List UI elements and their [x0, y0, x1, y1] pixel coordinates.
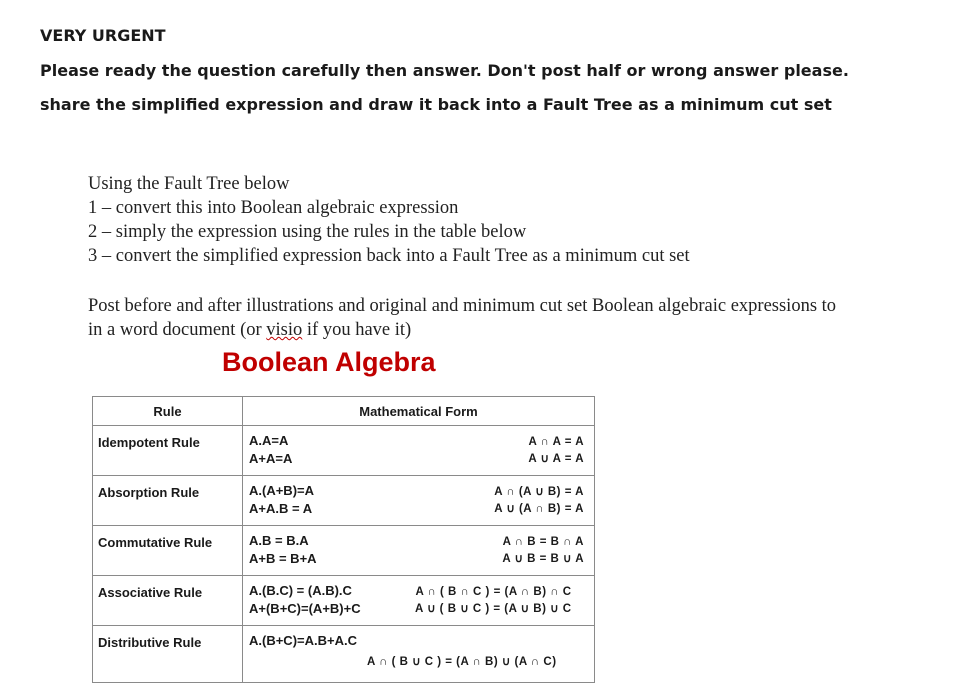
set-form-line: A ∩ (A ∪ B) = A [494, 486, 584, 498]
set-form-line: A ∩ B = B ∩ A [502, 536, 584, 548]
instruction-step-1: 1 – convert this into Boolean algebraic expression [88, 198, 459, 218]
post-instruction-line-1: Post before and after illustrations and original and minimum cut set Boolean algebraic expressions to [88, 296, 837, 316]
set-form [502, 534, 584, 568]
set-form-line: A ∪ ( B ∪ C ) = (A ∪ B) ∪ C [415, 603, 572, 615]
table-row [93, 626, 595, 683]
rule-column-header: Rule [93, 397, 243, 426]
instruction-step-3: 3 – convert the simplified expression back into a Fault Tree as a minimum cut set [88, 246, 690, 266]
rule-name: Idempotent Rule [93, 426, 243, 476]
instruction-intro: Using the Fault Tree below [88, 174, 290, 194]
rule-name: Associative Rule [93, 576, 243, 626]
rule-name: Absorption Rule [93, 476, 243, 526]
set-form [494, 484, 584, 518]
form-column-header: Mathematical Form [243, 397, 595, 426]
algebraic-form: A+B = B+A [249, 551, 317, 566]
algebraic-form: A.A=A [249, 433, 289, 448]
set-form-line: A ∪ (A ∩ B) = A [494, 503, 584, 515]
post-instruction-line-2 [88, 318, 411, 342]
request-line: Please ready the question carefully then answer. Don't post half or wrong answer please. [40, 61, 849, 80]
algebraic-form: A+A=A [249, 451, 293, 466]
set-form-line: A ∩ ( B ∪ C ) = (A ∩ B) ∪ (A ∩ C) [367, 656, 557, 668]
misspelled-word: visio [266, 320, 303, 340]
table-row [93, 426, 595, 476]
post-suffix: if you have it) [302, 320, 412, 340]
algebraic-form: A.B = B.A [249, 533, 309, 548]
table-row [93, 526, 595, 576]
algebraic-form: A+(B+C)=(A+B)+C [249, 601, 361, 616]
algebraic-form: A+A.B = A [249, 501, 313, 516]
post-prefix: in a word document (or [88, 320, 267, 340]
urgent-heading: VERY URGENT [40, 26, 166, 45]
instruction-step-2: 2 – simply the expression using the rules in the table below [88, 222, 527, 242]
math-form [243, 626, 595, 683]
task-line: share the simplified expression and draw it back into a Fault Tree as a minimum cut set [40, 95, 832, 114]
set-form-line: A ∪ B = B ∪ A [502, 553, 584, 565]
set-form [528, 434, 584, 468]
set-form [415, 584, 572, 618]
algebraic-form: A.(B.C) = (A.B).C [249, 583, 352, 598]
rule-name: Commutative Rule [93, 526, 243, 576]
rule-name: Distributive Rule [93, 626, 243, 683]
boolean-algebra-title: Boolean Algebra [222, 347, 436, 377]
math-form [243, 576, 595, 626]
math-form [243, 426, 595, 476]
table-row [93, 576, 595, 626]
algebraic-form: A.(A+B)=A [249, 483, 315, 498]
set-form-line: A ∩ ( B ∩ C ) = (A ∩ B) ∩ C [415, 586, 572, 598]
math-form [243, 476, 595, 526]
math-form [243, 526, 595, 576]
table-row [93, 476, 595, 526]
set-form-line: A ∪ A = A [528, 453, 584, 465]
boolean-rules-table [92, 396, 595, 683]
set-form-line: A ∩ A = A [528, 436, 584, 448]
algebraic-form: A.(B+C)=A.B+A.C [249, 633, 357, 648]
